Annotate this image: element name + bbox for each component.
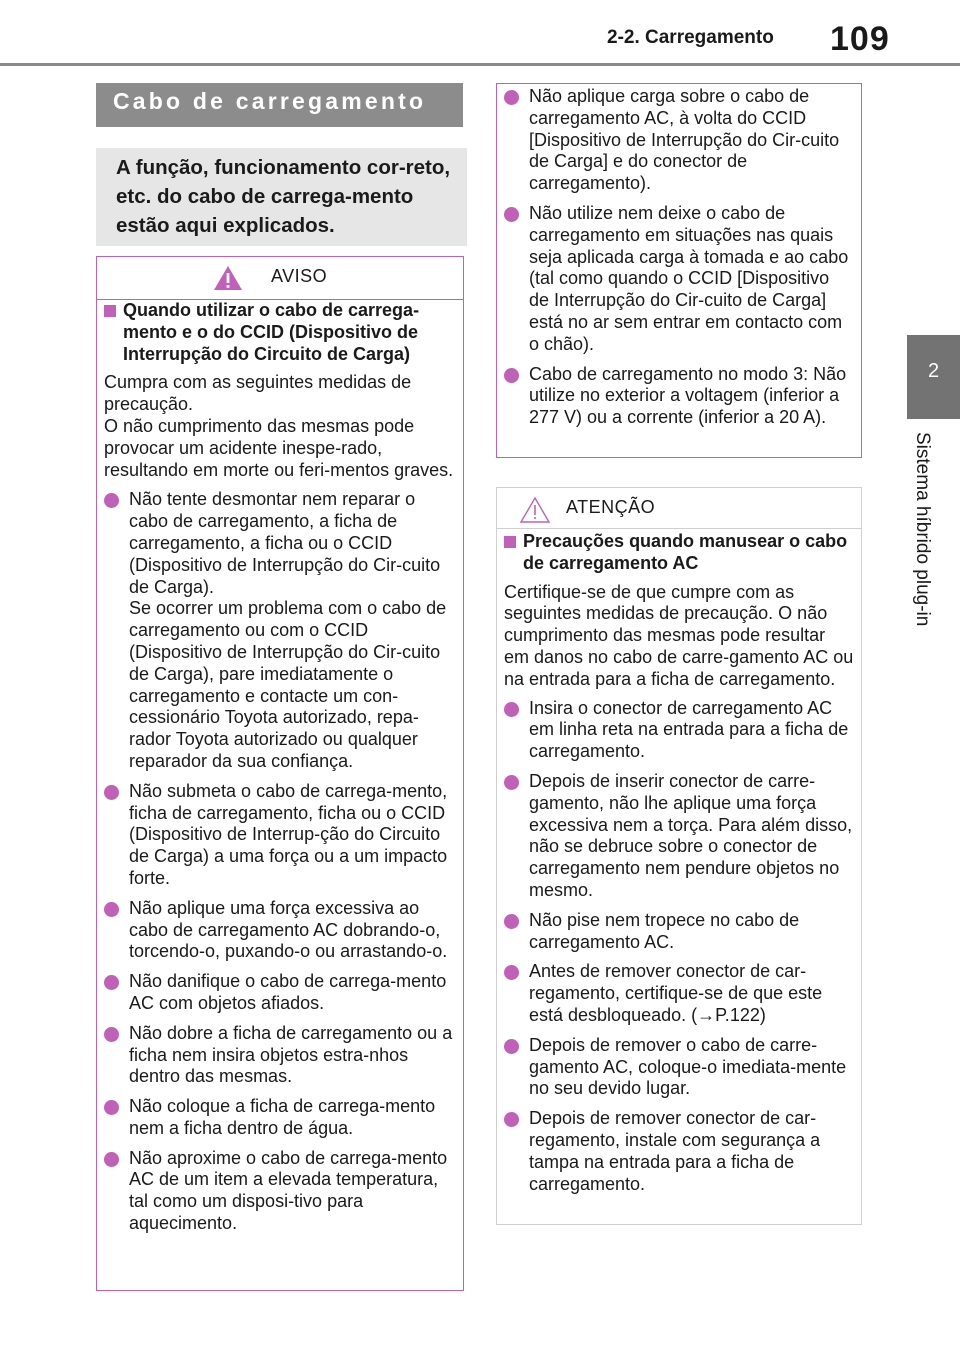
warning-box-continued (496, 83, 862, 458)
list-item (104, 781, 456, 890)
caution-content (504, 531, 854, 1203)
list-item (104, 1096, 456, 1140)
list-item (504, 771, 854, 902)
square-bullet-icon (504, 536, 516, 548)
bullet-dot-icon (504, 207, 519, 222)
warning-content (104, 300, 456, 1243)
bullet-dot-icon (504, 775, 519, 790)
caution-subheading-text: Precauções quando manusear o cabo de carregamento AC (523, 531, 848, 573)
list-item-text: Antes de remover conector de car-regamento, certifique-se de que este está desbloqueado. (→P.122) (529, 961, 823, 1025)
bullet-dot-icon (104, 1100, 119, 1115)
warning-list (104, 489, 456, 1235)
list-item-text: Não utilize nem deixe o cabo de carregamento em situações nas quais seja aplicada carga à tomada e ao cabo (tal como quando o CCID [Dispositivo de Interrupção do Cir-cuito de Carga] está no ar sem entrar em contacto com o chão). (529, 202, 849, 354)
list-item (504, 698, 854, 763)
warning-intro-line: Cumpra com as seguintes medidas de precaução. (104, 372, 412, 415)
list-item (504, 910, 854, 954)
warning-heading: AVISO (271, 266, 328, 286)
bullet-dot-icon (504, 1039, 519, 1054)
square-bullet-icon (104, 305, 116, 317)
warning-box-header (97, 257, 463, 300)
caution-intro: Certifique-se de que cumpre com as seguintes medidas de precaução. O não cumprimento das mesmas pode resultar em danos no cabo de carre-gamento AC ou na entrada para a ficha de carregamento. (504, 581, 854, 689)
bullet-dot-icon (504, 1112, 519, 1127)
bullet-dot-icon (504, 702, 519, 717)
warning-box (96, 256, 464, 1291)
caution-box (496, 487, 862, 1225)
warning-intro-line: O não cumprimento das mesmas pode provocar um acidente inespe-rado, resultando em morte ou feri-mentos graves. (104, 415, 454, 480)
warning-subheading (104, 300, 456, 365)
warning-continued-list (504, 86, 854, 429)
bullet-dot-icon (504, 368, 519, 383)
list-item-text: Não pise nem tropece no cabo de carregamento AC. (529, 909, 800, 952)
list-item-text: Não aproxime o cabo de carrega-mento AC de um item a elevada temperatura, tal como um disposi-tivo para aquecimento. (129, 1147, 448, 1234)
bullet-dot-icon (504, 914, 519, 929)
list-item-text: Não submeta o cabo de carrega-mento, ficha de carregamento, ficha ou o CCID (Dispositivo de Interrup-ção do Circuito de Carga) a uma força ou a um impacto forte. (129, 780, 448, 888)
list-item-text: Depois de remover o cabo de carre-gamento AC, coloque-o imediata-mente no seu devido lugar. (529, 1034, 847, 1099)
warning-triangle-icon (212, 264, 244, 292)
list-item-text: Não aplique carga sobre o cabo de carregamento AC, à volta do CCID [Dispositivo de Interrupção do Cir-cuito de Carga] e do conector de carregamento). (529, 86, 840, 194)
list-item-text: Depois de remover conector de car-regamento, instale com segurança a tampa na entrada para a ficha de carregamento. (529, 1108, 821, 1194)
bullet-dot-icon (104, 975, 119, 990)
list-item (504, 961, 854, 1026)
list-item (104, 971, 456, 1015)
list-item (504, 364, 854, 429)
list-item (104, 1023, 456, 1088)
list-item (104, 898, 456, 963)
list-item-text: Não danifique o cabo de carrega-mento AC com objetos afiados. (129, 971, 447, 1013)
list-item-text: Cabo de carregamento no modo 3: Não utilize no exterior a voltagem (inferior a 277 V) ou a corrente (inferior a 20 A). (529, 363, 847, 428)
bullet-dot-icon (104, 785, 119, 800)
caution-heading: ATENÇÃO (566, 497, 656, 517)
list-item-text: Não aplique uma força excessiva ao cabo de carregamento AC dobrando-o, torcendo-o, puxando-o ou arrastando-o. (129, 897, 448, 962)
list-item (504, 1108, 854, 1195)
warning-subheading-text: Quando utilizar o cabo de carrega-mento e o do CCID (Dispositivo de Interrupção do Circuito de Carga) (123, 300, 420, 364)
list-item (504, 86, 854, 195)
header-rule (0, 63, 960, 66)
bullet-dot-icon (104, 493, 119, 508)
warning-intro (104, 372, 456, 481)
list-item-text: Não dobre a ficha de carregamento ou a ficha nem insira objetos estra-nhos dentro das mesmas. (129, 1022, 453, 1087)
bullet-dot-icon (504, 90, 519, 105)
list-item (504, 1035, 854, 1100)
list-item-text: Depois de inserir conector de carre-gamento, não lhe aplique uma força excessiva nem a torça. Para além disso, não se debruce sobre o conector de carregamento nem pendure objetos no mesmo. (529, 770, 853, 900)
list-item (104, 489, 456, 772)
warning-continued-content (504, 86, 854, 437)
caution-subheading (504, 531, 854, 575)
chapter-number: 2 (927, 360, 940, 382)
list-item-text: Insira o conector de carregamento AC em linha reta na entrada para a ficha de carregamento. (529, 697, 849, 762)
bullet-dot-icon (104, 1027, 119, 1042)
bullet-dot-icon (104, 1152, 119, 1167)
list-item (104, 1148, 456, 1235)
bullet-dot-icon (104, 902, 119, 917)
intro-text: A função, funcionamento cor-reto, etc. do cabo de carrega-mento estão aqui explicados. (116, 156, 451, 237)
bullet-dot-icon (504, 965, 519, 980)
caution-triangle-icon (519, 496, 551, 524)
running-header-section: 2-2. Carregamento (607, 27, 774, 48)
list-item-text: Não coloque a ficha de carrega-mento nem a ficha dentro de água. (129, 1096, 436, 1138)
caution-box-header (497, 488, 861, 529)
chapter-label: Sistema híbrido plug-in (912, 432, 933, 627)
caution-list (504, 698, 854, 1196)
list-item (504, 203, 854, 356)
section-title: Cabo de carregamento (113, 88, 427, 114)
list-item-text: Não tente desmontar nem reparar o cabo de carregamento, a ficha de carregamento, a ficha ou o CCID (Dispositivo de Interrupção do Cir-cuito de Carga). Se ocorrer um problema com o cabo de carregamento ou com o CCID (Dispositivo de Interrupção do Cir-cuito de Carga), pare imediatamente o carregamento e contacte um con-cessionário Toyota autorizado, repa-rador Toyota autorizado ou qualquer reparador da sua confiança. (129, 489, 447, 771)
page-number: 109 (830, 20, 890, 58)
